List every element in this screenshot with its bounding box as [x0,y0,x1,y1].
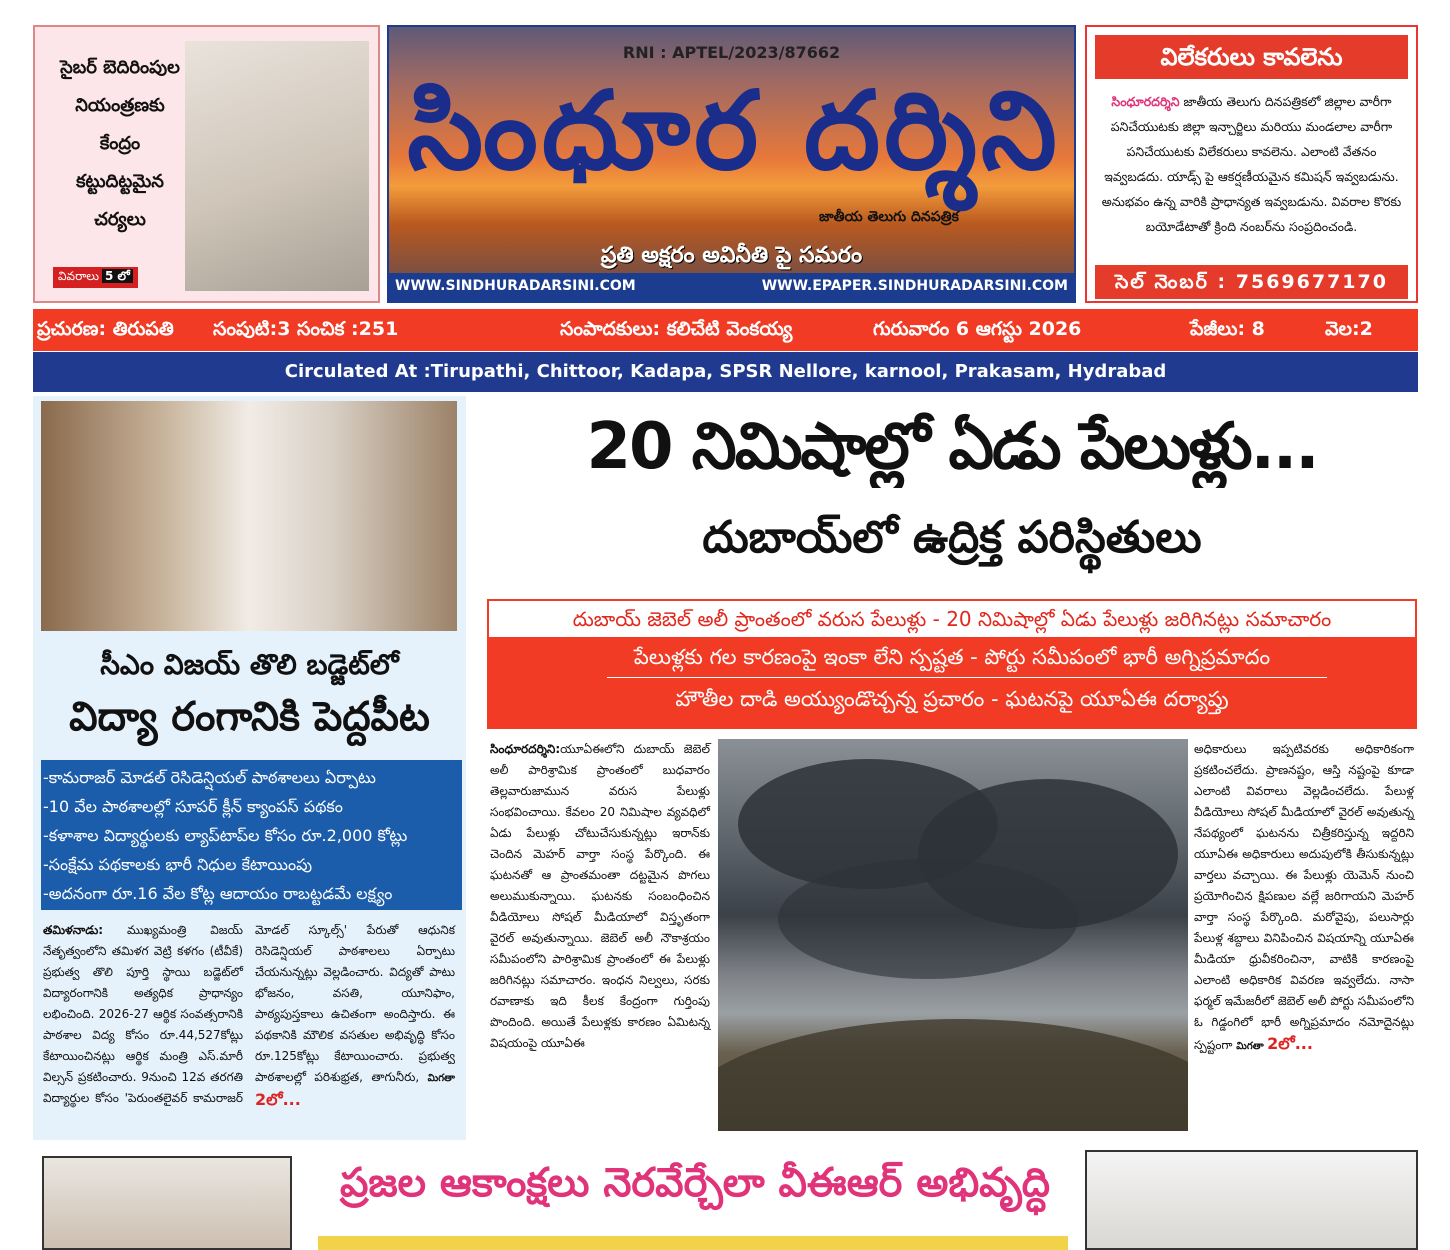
story-body-text: ముఖ్యమంత్రి విజయ్ నేతృత్వంలోని తమిళగ వెట్రి కళగం (టీవీకే) ప్రభుత్వ తొలి పూర్తి స్థాయి బడ్జెట్‌లో విద్యారంగానికి అత్యధిక ప్రాధాన్యం లభించింది. 2026-27 ఆర్థిక సంవత్సరానికి పాఠశాల విద్య కోసం రూ.44,527కోట్లు కేటాయించినట్లు ఆర్థిక మంత్రి ఎస్.మారీ విల్సన్ ప్రకటించారు. 9నుంచి 12వ తరగతి విద్యార్థుల కోసం 'పెరుంతలైవర్ కామరాజర్ మోడల్ స్కూల్స్' పేరుతో ఆధునిక రెసిడెన్షియల్ పాఠశాలలు ఏర్పాటు చేయనున్నట్లు వెల్లడించారు. విద్యతో పాటు భోజనం, వసతి, యూనిఫాం, పాఠ్యపుస్తకాలు ఉచితంగా అందిస్తారు. ఈ పథకానికి మౌలిక వసతుల అభివృద్ధి కోసం రూ.125కోట్లు కేటాయించారు. ప్రభుత్వ పాఠశాలల్లో పరిశుభ్రత, తాగునీరు, [43,923,455,1105]
continued-label: మిగతా [427,1073,455,1084]
main-subheadline: దుబాయ్‌లో ఉద్రిక్త పరిస్థితులు [702,512,1202,563]
main-body-right: అధికారులు ఇప్పటివరకు అధికారికంగా ప్రకటించలేదు. ప్రాణనష్టం, ఆస్తి నష్టంపై కూడా ఎలాంటి వివరాలు వెల్లడించలేదు. పేలుళ్ల వీడియోలు సోషల్ మీడియాలో వైరల్ అవుతున్న నేపథ్యంలో ఘటనను చిత్రీకరిస్తున్న ఇద్దరిని యూఏఈ అధికారులు అదుపులోకి తీసుకున్నట్లు వార్తలు వచ్చాయి. ఈ పేలుళ్లు యెమెన్ నుంచి ప్రయోగించిన క్షిపణుల వల్లే జరిగాయని మెహర్ వార్తా సంస్థ పేర్కొంది. మరోవైపు, పలుసార్లు పేలుళ్ల శబ్దాలు వినిపించిన విషయాన్ని యూఏఈ మీడియా ధ్రువీకరించినా, వాటికి కారణంపై ఎలాంటి అధికారిక వివరణ ఇవ్వలేదు. నాసా ఫర్మల్ ఇమేజరీలో జెబెల్ అలీ పోర్టు సమీపంలోని ఓ గిడ్డంగిలో భారీ అగ్నిప్రమాదం నమోదైనట్లు స్పష్టంగా [1194,742,1414,1052]
wanted-phone[interactable]: సెల్ నెంబర్ : 7569677170 [1095,265,1408,299]
main-story-column-right [1194,739,1414,1135]
newspaper-name: సింధూర దర్శిని [407,68,1061,194]
reporters-wanted-ad [1085,25,1418,303]
teaser-line: సైబర్ బెదిరింపుల [60,57,180,78]
circulation-bar: Circulated At :Tirupathi, Chittoor, Kadapa, SPSR Nellore, karnool, Prakasam, Hydrabad [33,352,1418,392]
teaser-line: కట్టుదిట్టమైన [76,171,164,192]
teaser-tag-label: వివరాలు [58,269,99,283]
page-count: పేజీలు: 8 [1190,318,1265,340]
wanted-brand: సింధూరదర్శిని [1111,94,1180,109]
teaser-page-tag[interactable] [53,267,138,288]
deck-line-1: దుబాయ్ జెబెల్ అలీ ప్రాంతంలో వరుస పేలుళ్లు - 20 నిమిషాల్లో ఏడు పేలుళ్లు జరిగినట్లు సమాచారం [487,599,1417,639]
main-dateline: సింధూరదర్శిని: [490,742,561,756]
highlight-item: -కళాశాల విద్యార్థులకు ల్యాప్‌టాప్‌ల కోసం రూ.2,000 కోట్లు [43,826,408,845]
deck-line-2: పేలుళ్లకు గల కారణంపై ఇంకా లేని స్పష్టత - పోర్టు సమీపంలో భారీ అగ్నిప్రమాదం [633,645,1271,669]
main-continued-label: మిగతా [1236,1041,1264,1052]
wanted-body [1101,89,1402,239]
bottom-deck-bar [318,1236,1068,1250]
teaser-tag-page: 5 లో [102,269,133,283]
teaser-line: చర్యలు [94,209,146,230]
highlight-item: -10 వేల పాఠశాలల్లో సూపర్ క్లీన్ క్యాంపస్ పథకం [43,797,343,816]
story-body [43,920,455,1113]
wanted-text: జాతీయ తెలుగు దినపత్రికలో జిల్లాల వారీగా పనిచేయుటకు జిల్లా ఇన్చార్జిలు మరియు మండలాల వారీగా పనిచేయుటకు విలేకరులు కావలెను. ఎలాంటి వేతనం ఇవ్వబడదు. యాడ్స్ పై ఆకర్షణీయమైన కమిషన్ ఇవ్వబడును. అనుభవం ఉన్న వారికి ప్రాధాన్యత ఇవ్వబడును. వివరాల కొరకు బయోడేటాతో క్రింది నంబర్‌ను సంప్రదించండి. [1101,94,1402,234]
cm-vijay-photo [41,401,457,631]
newspaper-subtitle: జాతీయ తెలుగు దినపత్రిక [819,209,959,225]
wanted-title: విలేకరులు కావలెను [1095,35,1408,79]
main-continued-marker[interactable] [1236,1034,1313,1053]
website-link[interactable]: WWW.SINDHURADARSINI.COM [395,278,636,294]
publication-place: ప్రచురణ: తిరుపతి [37,318,174,340]
masthead [387,25,1076,303]
story-dateline: తమిళనాడు: [43,923,104,937]
highlight-item: -అదనంగా రూ.16 వేల కోట్ల ఆదాయం రాబట్టడమే లక్ష్యం [43,884,393,903]
main-body-left: యూఏఈలోని దుబాయ్ జెబెల్ అలీ పారిశ్రామిక ప్రాంతంలో బుధవారం తెల్లవారుజామున వరుస పేలుళ్లు సంభవించాయి. కేవలం 20 నిమిషాల వ్యవధిలో ఏడు పేలుళ్లు చోటుచేసుకున్నట్లు ఇరాన్‌కు చెందిన మెహర్ వార్తా సంస్థ పేర్కొంది. ఈ ఘటనతో ఆ ప్రాంతమంతా దట్టమైన పొగలు అలుముకున్నాయి. ఘటనకు సంబంధించిన వీడియోలు సోషల్ మీడియాలో విస్తృతంగా వైరల్ అవుతున్నాయి. జెబెల్ అలీ నౌకాశ్రయం సమీపంలోని పారిశ్రామిక ప్రాంతంలో ఈ పేలుళ్లు జరిగినట్లు సమాచారం. ఇంధన నిల్వలు, సరకు రవాణాకు ఇది కీలక కేంద్రంగా గుర్తింపు పొందింది. అయితే పేలుళ్లకు కారణం ఏమిటన్న విషయంపై యూఏఈ [490,742,710,1050]
main-continued-page: 2లో... [1267,1034,1313,1053]
story-headline-line2: విద్యా రంగానికి పెద్దపీట [69,694,430,740]
issue-date: గురువారం 6 ఆగస్టు 2026 [873,318,1082,340]
continued-page: 2లో... [255,1090,301,1109]
highlight-item: -కామరాజర్ మోడల్ రెసిడెన్షియల్ పాఠశాలలు ఏర్పాటు [43,768,376,787]
cyber-teaser-box[interactable] [33,25,380,303]
story-headline-line1: సీఎం విజయ్ తొలి బడ్జెట్‌లో [100,648,399,681]
masthead-url-bar [389,273,1074,301]
volume-number: సంపుటి:3 [213,318,291,340]
rni-number: RNI : APTEL/2023/87662 [622,43,841,62]
bottom-right-photo [1085,1150,1418,1250]
teaser-line: కేంద్రం [99,133,141,154]
bottom-headline[interactable]: ప్రజల ఆకాంక్షలు నెరవేర్చేలా వీఈఆర్ అభివృద్ధి [339,1160,1051,1206]
highlight-item: -సంక్షేమ పథకాలకు భారీ నిధుల కేటాయింపు [43,855,313,874]
teaser-photo [185,41,369,291]
newspaper-slogan: ప్రతి అక్షరం అవినీతి పై సమరం [600,243,863,268]
main-deck [487,599,1417,729]
deck-divider [607,677,1327,678]
issue-number: సంచిక :251 [297,318,399,340]
main-headline[interactable]: 20 నిమిషాల్లో ఏడు పేలుళ్లు... [586,410,1318,484]
teaser-line: నియంత్రణకు [75,95,165,116]
main-story-column-left [490,739,710,1135]
cyber-teaser-text [45,49,195,239]
price: వెల:2 [1325,318,1373,340]
deck-line-3: హౌతీల దాడి అయ్యుండొచ్చన్న ప్రచారం - ఘటనపై యూఏఈ దర్యాప్తు [675,687,1229,711]
editor-name: సంపాదకులు: కలిచేటి వెంకయ్య [560,318,793,340]
epaper-link[interactable]: WWW.EPAPER.SINDHURADARSINI.COM [761,278,1068,294]
education-budget-story[interactable] [33,396,466,1140]
dubai-smoke-photo [718,739,1188,1131]
story-highlights [41,760,462,910]
edition-info-bar [33,309,1418,351]
bottom-left-photo [42,1156,292,1250]
